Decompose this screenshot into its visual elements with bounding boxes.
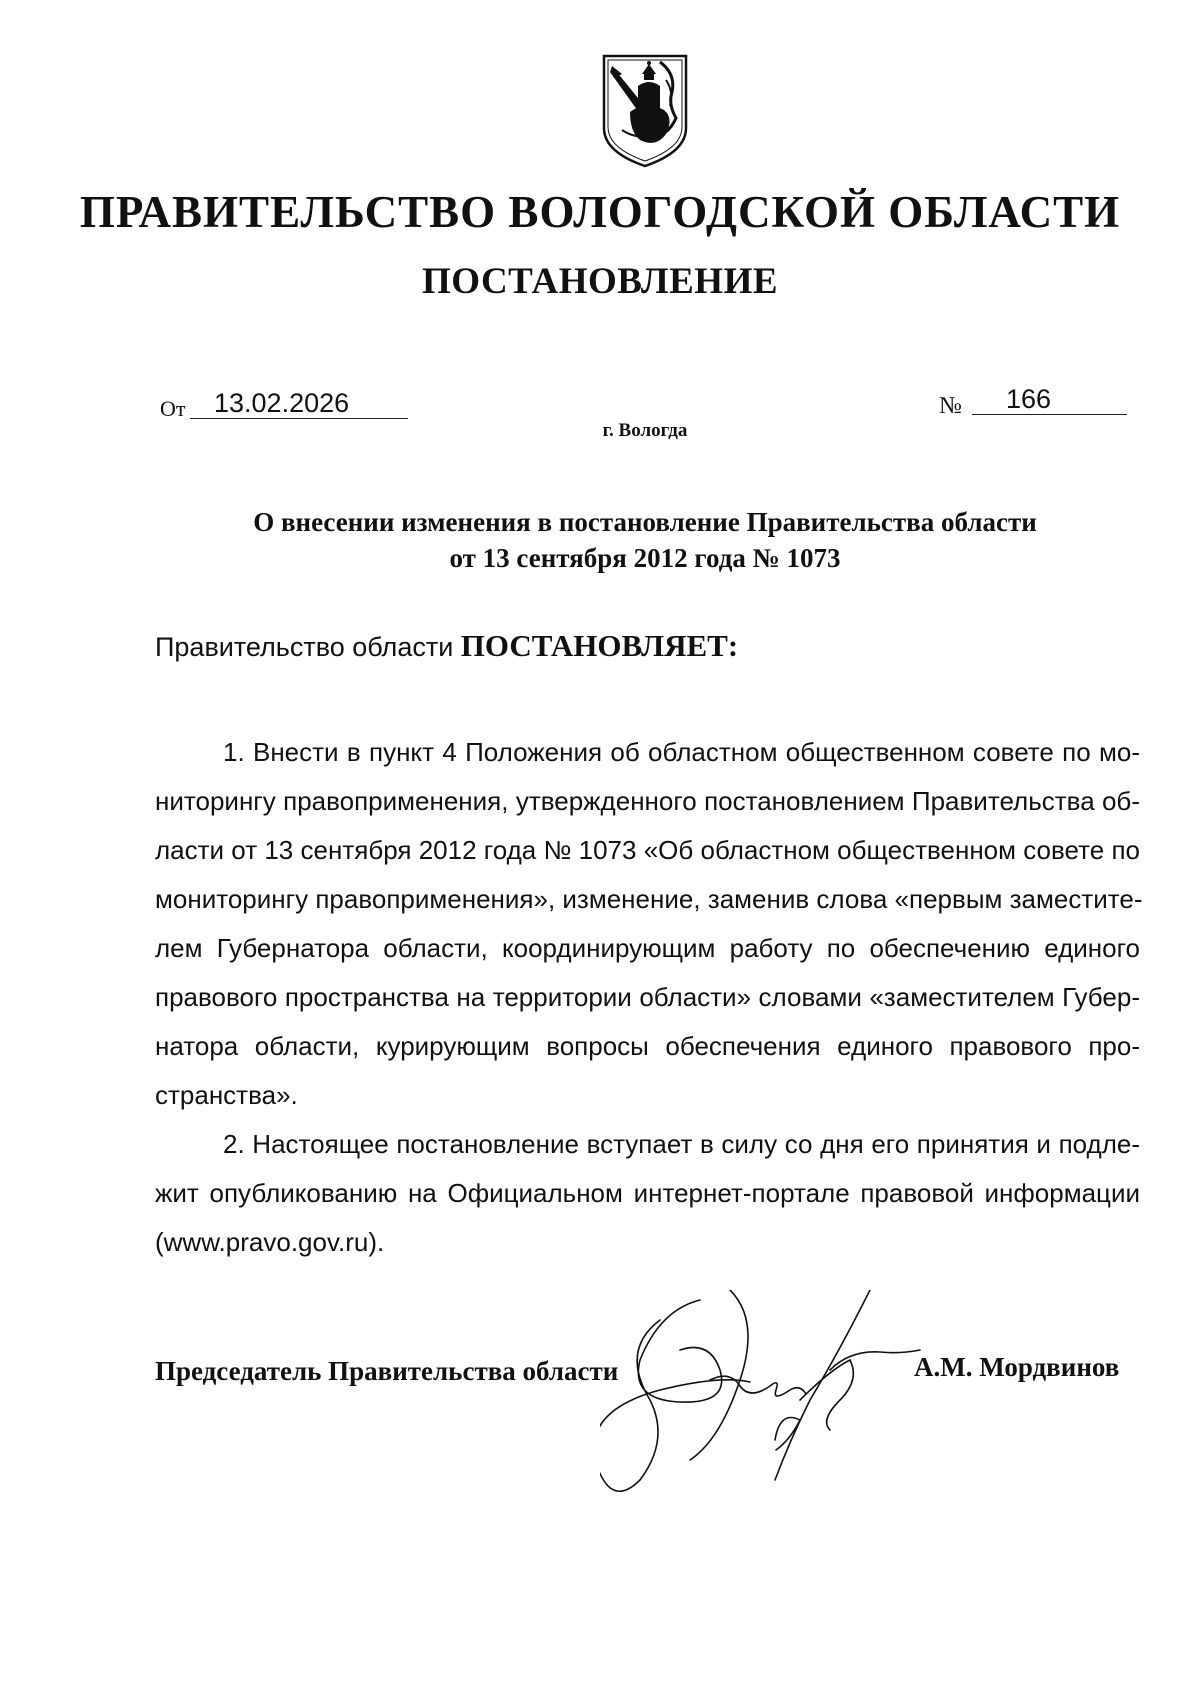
number-label: №	[939, 393, 962, 419]
document-number: 166	[972, 384, 1127, 415]
document-type: ПОСТАНОВЛЕНИЕ	[421, 261, 779, 302]
subject-line-1: О внесении изменения в постановление Правительства области	[253, 507, 1037, 537]
body-line: лем Губернатора области, координирующим работу по обеспечению единого	[155, 933, 1140, 963]
body-line: 2. Настоящее постановление вступает в силу со дня его принятия и подле-	[223, 1129, 1140, 1159]
signatory-name: А.М. Мордвинов	[914, 1352, 1120, 1382]
coat-of-arms-icon	[600, 52, 690, 170]
signature-icon	[600, 1290, 930, 1510]
body-line: 1. Внести в пункт 4 Положения об областном общественном совете по мо-	[223, 737, 1140, 767]
body-line: правового пространства на территории области» словами «заместителем Губер-	[155, 982, 1140, 1012]
body-line: ниторингу правоприменения, утвержденного постановлением Правительства об-	[155, 786, 1140, 816]
preamble-text: Правительство области	[155, 632, 461, 662]
preamble-decree: ПОСТАНОВЛЯЕТ:	[460, 628, 739, 663]
government-title: ПРАВИТЕЛЬСТВО ВОЛОГОДСКОЙ ОБЛАСТИ	[79, 187, 1121, 237]
body-line: жит опубликованию на Официальном интернет-портале правовой информации	[155, 1178, 1140, 1208]
city: г. Вологда	[602, 420, 688, 441]
preamble	[155, 628, 738, 664]
body-line: (www.pravo.gov.ru).	[155, 1227, 385, 1257]
body-line: натора области, курирующим вопросы обеспечения единого правового про-	[155, 1031, 1140, 1061]
body-line: ласти от 13 сентября 2012 года № 1073 «Об областном общественном совете по	[155, 835, 1140, 865]
body-line: странства».	[155, 1080, 298, 1110]
signatory-position: Председатель Правительства области	[155, 1356, 619, 1386]
document-subject	[0, 504, 1200, 576]
date-label: От	[160, 396, 186, 421]
subject-line-2: от 13 сентября 2012 года № 1073	[449, 543, 841, 573]
body-line: мониторингу правоприменения», изменение, заменив слова «первым заместите-	[155, 884, 1143, 914]
document-date: 13.02.2026	[190, 388, 408, 419]
document-body	[155, 728, 1143, 1267]
